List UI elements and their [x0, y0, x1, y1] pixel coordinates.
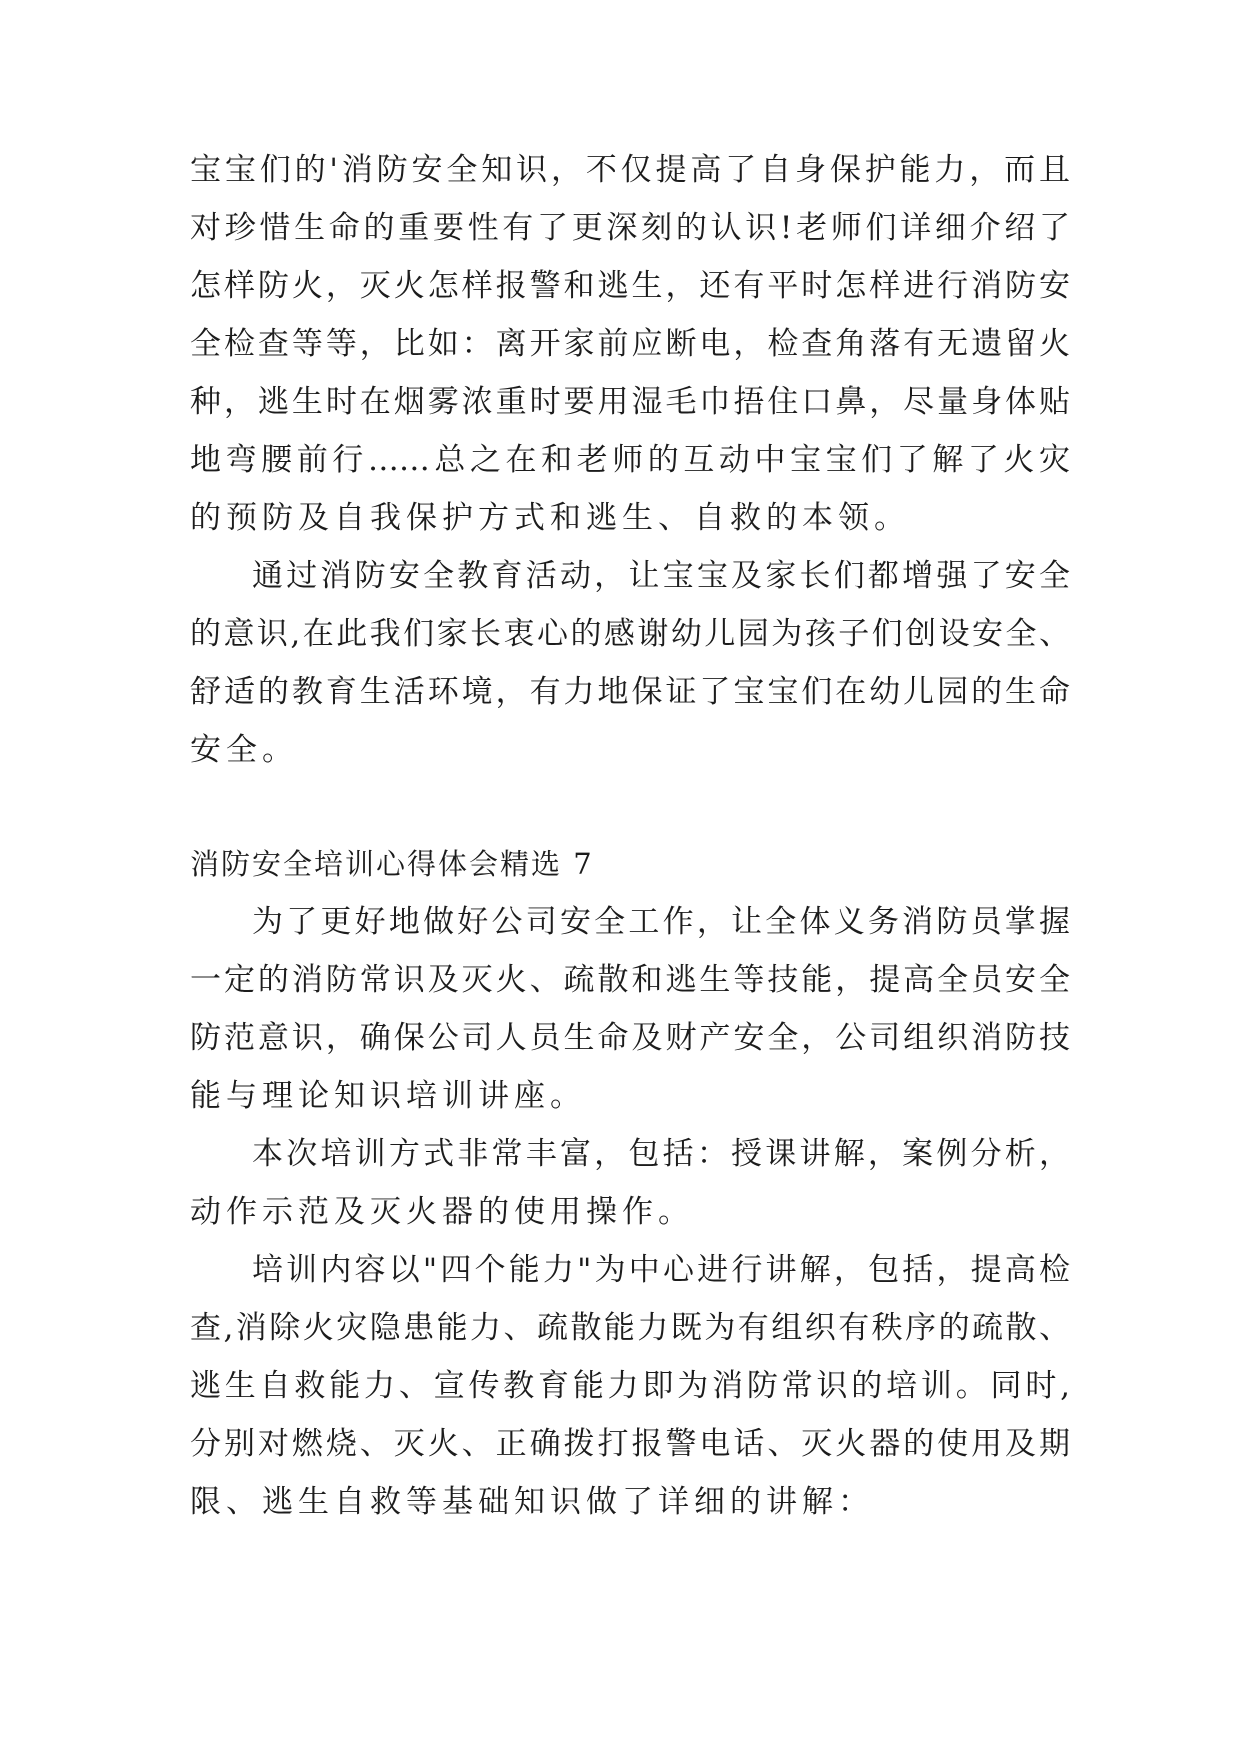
body-text-line: 的预防及自我保护方式和逃生、自救的本领。: [190, 500, 910, 536]
body-text-line: 限、逃生自救等基础知识做了详细的讲解：: [190, 1484, 874, 1520]
body-text-line: 全检查等等，比如：离开家前应断电，检查角落有无遗留火: [190, 326, 1070, 362]
body-text-line: 防范意识，确保公司人员生命及财产安全，公司组织消防技: [190, 1020, 1070, 1056]
body-text-line: 地弯腰前行……总之在和老师的互动中宝宝们了解了火灾: [190, 442, 1070, 478]
body-text-line: 对珍惜生命的重要性有了更深刻的认识!老师们详细介绍了: [190, 210, 1070, 246]
body-text-line: 逃生自救能力、宣传教育能力即为消防常识的培训。同时,: [190, 1368, 1070, 1404]
body-text-line: 安全。: [190, 732, 298, 768]
body-text-line: 舒适的教育生活环境，有力地保证了宝宝们在幼儿园的生命: [190, 674, 1070, 710]
body-text-line: 动作示范及灭火器的使用操作。: [190, 1194, 694, 1230]
body-text-line: 通过消防安全教育活动，让宝宝及家长们都增强了安全: [252, 558, 1070, 594]
body-text-line: 为了更好地做好公司安全工作，让全体义务消防员掌握: [252, 904, 1070, 940]
section-heading: 消防安全培训心得体会精选 7: [190, 847, 594, 881]
body-text-line: 能与理论知识培训讲座。: [190, 1078, 586, 1114]
body-text-line: 一定的消防常识及灭火、疏散和逃生等技能，提高全员安全: [190, 962, 1070, 998]
body-text-line: 种，逃生时在烟雾浓重时要用湿毛巾捂住口鼻，尽量身体贴: [190, 384, 1070, 420]
body-text-line: 查,消除火灾隐患能力、疏散能力既为有组织有秩序的疏散、: [190, 1310, 1070, 1346]
body-text-line: 的意识,在此我们家长衷心的感谢幼儿园为孩子们创设安全、: [190, 616, 1070, 652]
body-text-line: 分别对燃烧、灭火、正确拨打报警电话、灭火器的使用及期: [190, 1426, 1070, 1462]
body-text-line: 培训内容以"四个能力"为中心进行讲解，包括，提高检: [252, 1252, 1070, 1288]
body-text-line: 宝宝们的'消防安全知识，不仅提高了自身保护能力，而且: [190, 152, 1070, 188]
body-text-line: 本次培训方式非常丰富，包括：授课讲解，案例分析，: [252, 1136, 1070, 1172]
body-text-line: 怎样防火，灭火怎样报警和逃生，还有平时怎样进行消防安: [190, 268, 1070, 304]
